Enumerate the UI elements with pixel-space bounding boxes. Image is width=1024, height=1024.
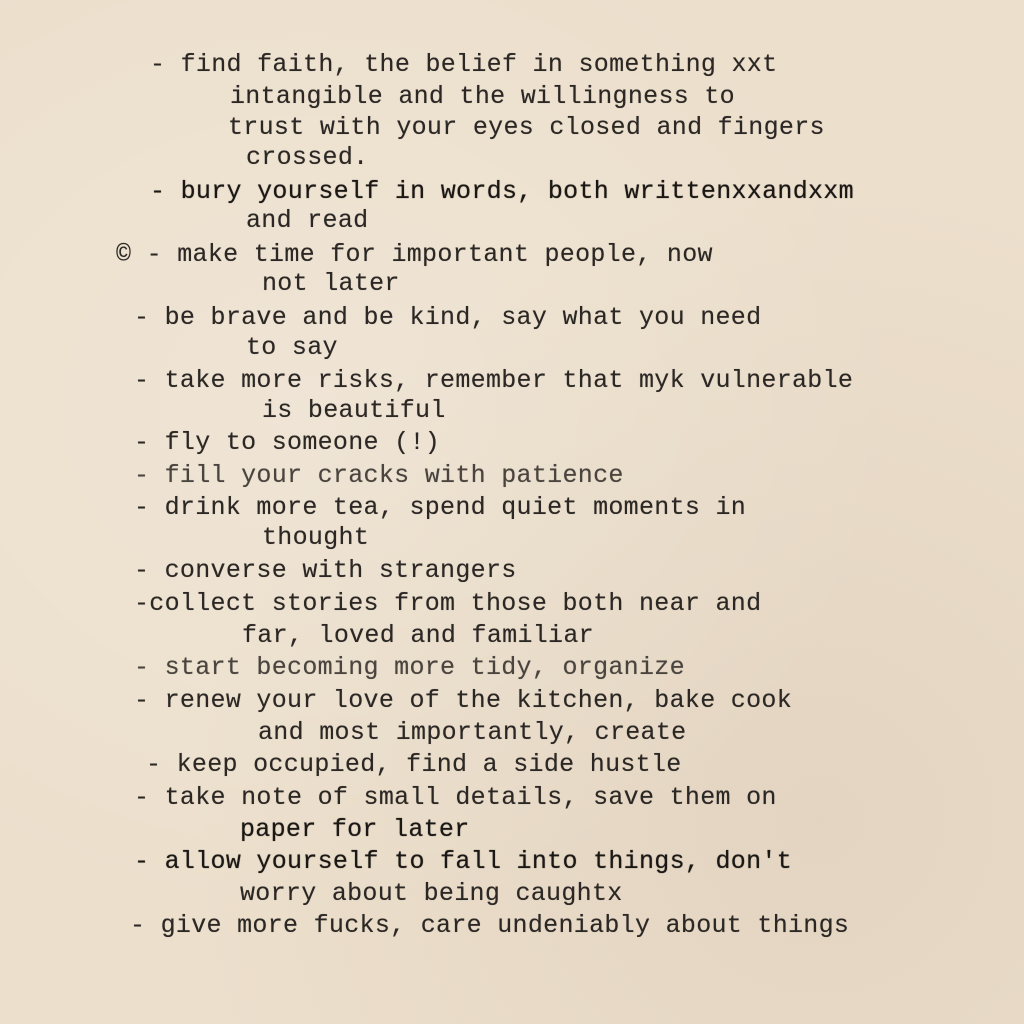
list-item: - renew your love of the kitchen, bake cook [134, 686, 793, 715]
list-item: - converse with strangers [134, 556, 517, 585]
list-item-continuation: far, loved and familiar [242, 621, 594, 650]
list-item-continuation: thought [262, 523, 370, 552]
list-item: - give more fucks, care undeniably about things [130, 911, 850, 940]
list-item: -collect stories from those both near and [134, 589, 762, 618]
list-item-continuation: paper for later [240, 815, 470, 844]
list-item: © - make time for important people, now [116, 240, 713, 269]
list-item: - keep occupied, find a side hustle [146, 750, 682, 779]
list-item-continuation: crossed. [246, 143, 369, 172]
list-item: - take more risks, remember that myk vulnerable [134, 366, 854, 395]
list-item: - take note of small details, save them on [134, 783, 777, 812]
list-item-continuation: is beautiful [262, 396, 446, 425]
list-item-continuation: intangible and the willingness to [230, 82, 735, 111]
list-item: - fly to someone (!) [134, 428, 441, 457]
list-item: - allow yourself to fall into things, don't [134, 847, 793, 876]
list-item-continuation: and read [246, 206, 369, 235]
list-item: - start becoming more tidy, organize [134, 653, 685, 682]
list-item-continuation: and most importantly, create [258, 718, 687, 747]
list-item: - drink more tea, spend quiet moments in [134, 493, 747, 522]
list-item: - be brave and be kind, say what you need [134, 303, 762, 332]
list-item-continuation: trust with your eyes closed and fingers [228, 113, 825, 142]
list-item: - fill your cracks with patience [134, 461, 624, 490]
list-item-continuation: to say [246, 333, 338, 362]
list-item-continuation: worry about being caughtx [240, 879, 623, 908]
list-item: - bury yourself in words, both writtenxxandxxm [150, 177, 854, 206]
list-item-continuation: not later [262, 269, 400, 298]
list-item: - find faith, the belief in something xxt [150, 50, 778, 79]
